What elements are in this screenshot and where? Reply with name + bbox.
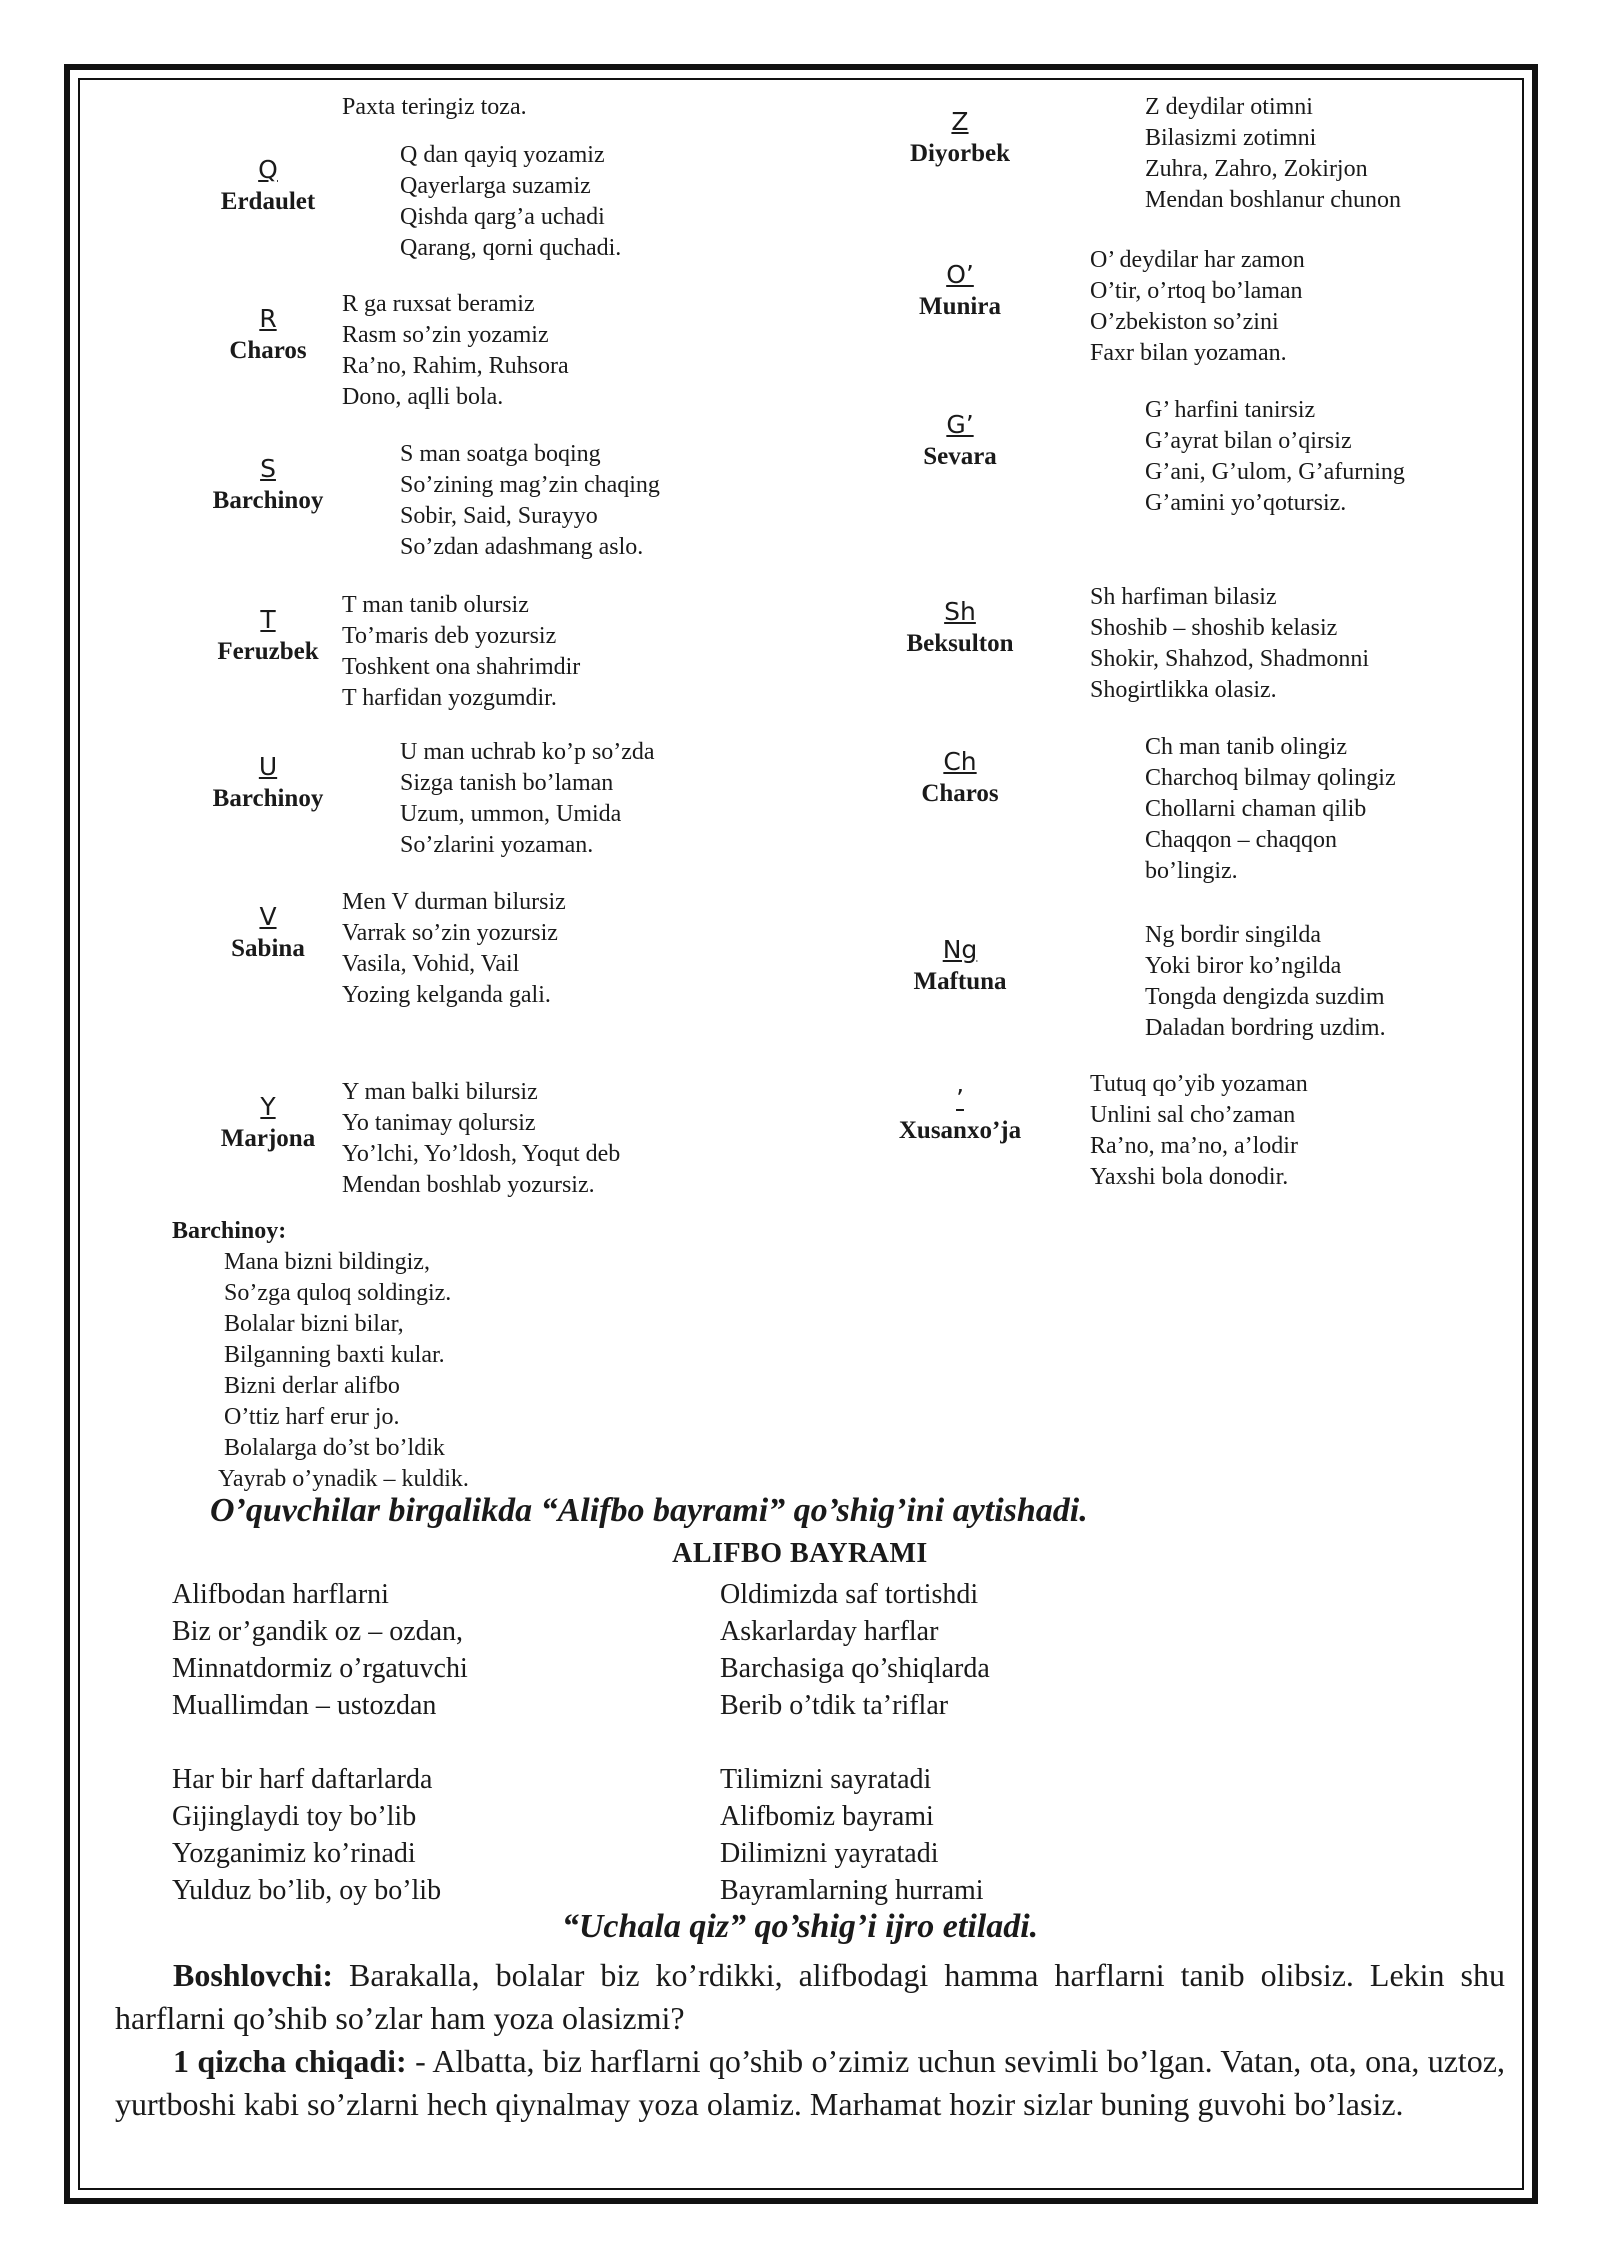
verse-line: Bilganning baxti kular. xyxy=(224,1342,445,1368)
entry-heading xyxy=(870,934,1050,998)
barchinoy-verse xyxy=(172,1216,469,1495)
stanza-gap xyxy=(720,1724,990,1761)
verse-line: Varrak so’zin yozursiz xyxy=(342,920,558,946)
song-line: Barchasiga qo’shiqlarda xyxy=(720,1653,990,1684)
verse-line: Mendan boshlanur chunon xyxy=(1145,187,1401,213)
verse-line: T harfidan yozgumdir. xyxy=(342,685,557,711)
verse-line: O’zbekiston so’zini xyxy=(1090,309,1279,335)
verse-line: Q dan qayiq yozamiz xyxy=(400,142,605,168)
verse-line: Shoshib – shoshib kelasiz xyxy=(1090,615,1338,641)
verse-line: G’ani, G’ulom, G’afurning xyxy=(1145,459,1405,485)
verse-line: Ch man tanib olingiz xyxy=(1145,734,1347,760)
entry-heading xyxy=(178,453,358,517)
entry-heading xyxy=(178,901,358,965)
performer-name: Sabina xyxy=(231,935,305,962)
verse-line: Mendan boshlab yozursiz. xyxy=(342,1172,595,1198)
letter-verse xyxy=(1145,92,1401,216)
song2-title: “Uchala qiz” qo’shig’i ijro etiladi. xyxy=(561,1908,1039,1945)
song-line: Har bir harf daftarlarda xyxy=(172,1764,433,1795)
letter-label: U xyxy=(258,752,278,781)
performer-name: Xusanxo’ja xyxy=(898,1117,1022,1144)
entry-heading xyxy=(178,154,358,218)
letter-label: ’ xyxy=(956,1084,964,1113)
entry-heading xyxy=(870,106,1050,170)
verse-line: So’zdan adashmang aslo. xyxy=(400,534,644,560)
performer-name: Erdaulet xyxy=(220,188,316,215)
verse-line: So’zining mag’zin chaqing xyxy=(400,472,660,498)
letter-label: Y xyxy=(260,1092,276,1121)
letter-label: R xyxy=(259,304,277,333)
song-line: Yozganimiz ko’rinadi xyxy=(172,1838,416,1869)
stanza-gap xyxy=(172,1724,468,1761)
performer-name: Maftuna xyxy=(913,968,1007,995)
verse-line: Men V durman bilursiz xyxy=(342,889,566,915)
letter-label: O’ xyxy=(946,260,974,289)
letter-label: T xyxy=(260,605,276,634)
verse-line: Uzum, ummon, Umida xyxy=(400,801,622,827)
verse-line: Faxr bilan yozaman. xyxy=(1090,340,1287,366)
letter-verse xyxy=(1145,395,1405,519)
song-line: Biz or’gandik oz – ozdan, xyxy=(172,1616,464,1647)
entry-heading xyxy=(870,596,1050,660)
verse-line: Yo tanimay qolursiz xyxy=(342,1110,536,1136)
verse-line: Dono, aqlli bola. xyxy=(342,384,504,410)
verse-line: Unlini sal cho’zaman xyxy=(1090,1102,1296,1128)
verse-line: Bolalar bizni bilar, xyxy=(224,1311,404,1337)
verse-line: Yoki biror ko’ngilda xyxy=(1145,953,1342,979)
verse-line: O’ttiz harf erur jo. xyxy=(224,1404,400,1430)
song-line: Dilimizni yayratadi xyxy=(720,1838,939,1869)
letter-label: S xyxy=(260,454,276,483)
verse-line: Yo’lchi, Yo’ldosh, Yoqut deb xyxy=(342,1141,621,1167)
verse-line: Qishda qarg’a uchadi xyxy=(400,204,605,230)
performer-name: Charos xyxy=(229,337,307,364)
verse-line: Rasm so’zin yozamiz xyxy=(342,322,549,348)
song-line: Minnatdormiz o’rgatuvchi xyxy=(172,1653,468,1684)
performer-name: Feruzbek xyxy=(217,638,319,665)
performer-name: Munira xyxy=(919,293,1001,320)
performer-name: Charos xyxy=(921,780,999,807)
verse-line: G’ harfini tanirsiz xyxy=(1145,397,1316,423)
girl-paragraph xyxy=(115,2040,1505,2126)
speaker-name: Barchinoy: xyxy=(172,1218,287,1244)
song-line: Gijinglaydi toy bo’lib xyxy=(172,1801,417,1832)
song-line: Askarlarday harflar xyxy=(720,1616,939,1647)
verse-line: Chollarni chaman qilib xyxy=(1145,796,1367,822)
song-line: Alifbomiz bayrami xyxy=(720,1801,934,1832)
entry-heading xyxy=(870,409,1050,473)
barchinoy-lines xyxy=(172,1247,469,1495)
song-line: Yulduz bo’lib, oy bo’lib xyxy=(172,1875,442,1906)
verse-line: bo’lingiz. xyxy=(1145,858,1238,884)
letter-verse xyxy=(1145,920,1386,1044)
verse-line: Ra’no, ma’no, a’lodir xyxy=(1090,1133,1298,1159)
verse-line: Sh harfiman bilasiz xyxy=(1090,584,1277,610)
verse-line: Vasila, Vohid, Vail xyxy=(342,951,520,977)
entry-heading xyxy=(178,604,358,668)
paragraph-speaker: Boshlovchi: xyxy=(173,1957,334,1993)
verse-line: Charchoq bilmay qolingiz xyxy=(1145,765,1396,791)
entry-heading xyxy=(178,303,358,367)
verse-line: Ng bordir singilda xyxy=(1145,922,1321,948)
verse-line: Sizga tanish bo’laman xyxy=(400,770,614,796)
performer-name: Marjona xyxy=(220,1125,316,1152)
song-line: Tilimizni sayratadi xyxy=(720,1764,932,1795)
verse-line: O’ deydilar har zamon xyxy=(1090,247,1305,273)
letter-verse xyxy=(342,289,569,413)
letter-label: Ng xyxy=(942,935,978,964)
letter-label: Sh xyxy=(944,597,976,626)
letter-label: Z xyxy=(951,107,969,136)
verse-line: Qarang, qorni quchadi. xyxy=(400,235,622,261)
verse-line: S man soatga boqing xyxy=(400,441,601,467)
performer-name: Barchinoy xyxy=(212,785,324,812)
song-line: Bayramlarning hurrami xyxy=(720,1875,984,1906)
verse-line: Yayrab o’ynadik – kuldik. xyxy=(218,1466,469,1492)
verse-line: Z deydilar otimni xyxy=(1145,94,1313,120)
letter-verse xyxy=(1090,1069,1308,1193)
verse-line: Shokir, Shahzod, Shadmonni xyxy=(1090,646,1370,672)
verse-line: Shogirtlikka olasiz. xyxy=(1090,677,1277,703)
entry-heading xyxy=(870,259,1050,323)
verse-line: Toshkent ona shahrimdir xyxy=(342,654,581,680)
verse-line: Yozing kelganda gali. xyxy=(342,982,551,1008)
performer-name: Barchinoy xyxy=(212,487,324,514)
song-line: Oldimizda saf tortishdi xyxy=(720,1579,979,1610)
verse-line: Bilasizmi zotimni xyxy=(1145,125,1317,151)
letter-verse xyxy=(400,140,621,264)
letter-verse xyxy=(1145,732,1396,887)
verse-line: Ra’no, Rahim, Ruhsora xyxy=(342,353,569,379)
presenter-paragraph xyxy=(115,1954,1505,2040)
entry-heading xyxy=(870,746,1050,810)
verse-line: Qayerlarga suzamiz xyxy=(400,173,591,199)
song-line: Alifbodan harflarni xyxy=(172,1579,389,1610)
verse-line: Y man balki bilursiz xyxy=(342,1079,538,1105)
letter-label: Ch xyxy=(943,747,977,776)
verse-line: Zuhra, Zahro, Zokirjon xyxy=(1145,156,1368,182)
song-left-column xyxy=(172,1576,468,1909)
performer-name: Beksulton xyxy=(906,630,1014,657)
song-right-column xyxy=(720,1576,990,1909)
verse-line: Bizni derlar alifbo xyxy=(224,1373,400,1399)
verse-line: R ga ruxsat beramiz xyxy=(342,291,535,317)
intro-line: Paxta teringiz toza. xyxy=(342,94,527,120)
paragraph-speaker: 1 qizcha chiqadi: xyxy=(173,2043,407,2079)
song-intro: O’quvchilar birgalikda “Alifbo bayrami” qo’shig’ini aytishadi. xyxy=(210,1492,1088,1529)
verse-line: Chaqqon – chaqqon xyxy=(1145,827,1337,853)
song-title: ALIFBO BAYRAMI xyxy=(672,1538,928,1569)
verse-line: Sobir, Said, Surayyo xyxy=(400,503,598,529)
paragraph-text: Barakalla, bolalar biz ko’rdikki, alifbodagi hamma harflarni tanib olibsiz. Lekin shu harflarni qo’shib so’zlar ham yoza olasizmi? xyxy=(115,1957,1505,2036)
letter-label: Q xyxy=(258,155,278,184)
verse-line: G’ayrat bilan o’qirsiz xyxy=(1145,428,1352,454)
letter-verse xyxy=(342,1077,620,1201)
verse-line: O’tir, o’rtoq bo’laman xyxy=(1090,278,1303,304)
entry-heading xyxy=(178,751,358,815)
verse-line: So’zlarini yozaman. xyxy=(400,832,594,858)
verse-line: G’amini yo’qotursiz. xyxy=(1145,490,1347,516)
verse-line: Bolalarga do’st bo’ldik xyxy=(224,1435,445,1461)
verse-line: Yaxshi bola donodir. xyxy=(1090,1164,1289,1190)
letter-label: V xyxy=(259,902,277,931)
verse-line: Tutuq qo’yib yozaman xyxy=(1090,1071,1308,1097)
verse-line: So’zga quloq soldingiz. xyxy=(224,1280,452,1306)
verse-line: Tongda dengizda suzdim xyxy=(1145,984,1385,1010)
performer-name: Sevara xyxy=(923,443,997,470)
song-line: Berib o’tdik ta’riflar xyxy=(720,1690,949,1721)
verse-line: Daladan bordring uzdim. xyxy=(1145,1015,1386,1041)
entry-heading xyxy=(870,1083,1050,1147)
verse-line: Mana bizni bildingiz, xyxy=(224,1249,430,1275)
verse-line: To’maris deb yozursiz xyxy=(342,623,557,649)
song-line: Muallimdan – ustozdan xyxy=(172,1690,437,1721)
verse-line: U man uchrab ko’p so’zda xyxy=(400,739,655,765)
letter-label: G’ xyxy=(946,410,974,439)
letter-verse xyxy=(400,439,660,563)
letter-verse xyxy=(1090,582,1369,706)
performer-name: Diyorbek xyxy=(910,140,1010,167)
letter-verse xyxy=(342,887,566,1011)
entry-heading xyxy=(178,1091,358,1155)
letter-verse xyxy=(342,590,580,714)
paragraph-text: - Albatta, biz harflarni qo’shib o’zimiz uchun sevimli bo’lgan. Vatan, ota, ona, uztoz, yurtboshi kabi so’zlarni hech qiynalmay yoza olamiz. Marhamat hozir sizlar buning guvohi bo’lasiz. xyxy=(115,2043,1506,2122)
verse-line: T man tanib olursiz xyxy=(342,592,529,618)
letter-verse xyxy=(1090,245,1305,369)
letter-verse xyxy=(400,737,655,861)
